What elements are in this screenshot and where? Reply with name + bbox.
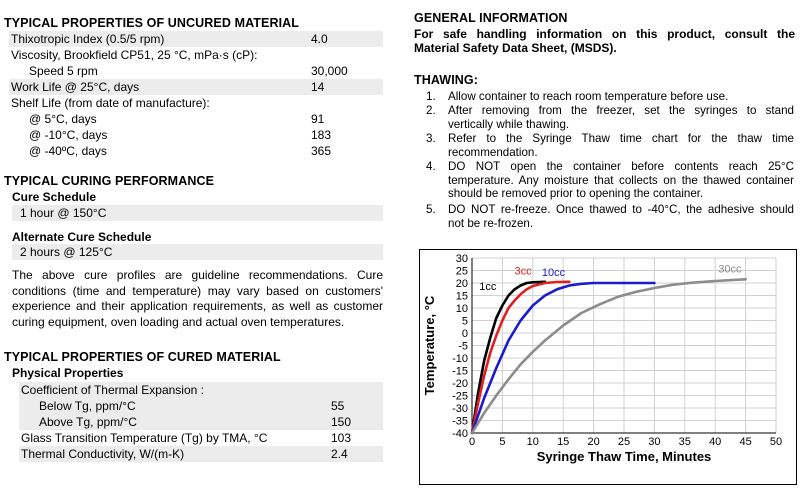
y-tick-label: -20 <box>452 378 468 390</box>
alt-schedule-label: Alternate Cure Schedule <box>12 230 152 244</box>
uncured-row <box>9 95 383 111</box>
cure-profile-paragraph: The above cure profiles are guideline recommendations. Cure conditions (time and temperature) may vary based on customers' experience and their application requirements, as well as customer curing equipment, oven loading and actual oven temperatures. <box>12 268 383 329</box>
series-label-10cc: 10cc <box>541 267 566 279</box>
thawing-item-text: temperature. Any moisture that collects on the thawed container <box>448 173 794 187</box>
y-tick-label: -10 <box>452 353 468 365</box>
y-tick-label: -40 <box>452 428 468 440</box>
thawing-item <box>426 203 796 230</box>
uncured-label: @ 5°C, days <box>29 112 97 126</box>
cured-row <box>19 430 383 446</box>
series-label-1cc: 1cc <box>479 281 497 293</box>
cured-value: 2.4 <box>331 447 348 461</box>
x-tick-label: 25 <box>617 436 631 448</box>
cured-value: 55 <box>331 399 345 413</box>
y-tick-label: 20 <box>455 278 468 290</box>
uncured-row <box>9 143 383 159</box>
uncured-label: @ -40ºC, days <box>29 144 107 158</box>
thawing-item-number: 3. <box>426 132 436 145</box>
y-tick-label: -35 <box>452 415 468 428</box>
cured-row <box>19 382 383 398</box>
cured-row <box>19 414 383 430</box>
thawing-item <box>426 160 796 201</box>
x-tick-label: 15 <box>557 436 570 448</box>
y-tick-label: -30 <box>452 403 468 415</box>
x-tick-label: 40 <box>709 436 722 448</box>
thawing-item-number: 5. <box>426 203 436 216</box>
uncured-row <box>9 31 383 47</box>
y-axis-label: Temperature, °C <box>422 295 437 396</box>
thawing-item <box>426 104 796 131</box>
uncured-value: 365 <box>311 144 332 158</box>
thawing-item-number: 2. <box>426 104 436 117</box>
thawing-item-text: vertically while thawing. <box>448 117 570 131</box>
cured-value: 150 <box>331 415 352 429</box>
cured-label: Thermal Conductivity, W/(m-K) <box>21 447 185 461</box>
thawing-item-number: 4. <box>426 160 436 173</box>
y-tick-label: 0 <box>461 328 468 340</box>
x-tick-label: 5 <box>499 436 506 448</box>
uncured-label: @ -10°C, days <box>29 128 108 142</box>
thawing-item-text: not be re-frozen. <box>448 216 534 230</box>
y-tick-label: 30 <box>455 253 468 265</box>
cured-label: Glass Transition Temperature (Tg) by TMA, °C <box>21 431 268 445</box>
thawing-item-text: Refer to the Syringe Thaw time chart for the thaw time <box>448 132 794 145</box>
thawing-item-text: Allow container to reach room temperature before use. <box>448 90 729 103</box>
uncured-label: Thixotropic Index (0.5/5 rpm) <box>11 32 165 46</box>
uncured-label: Viscosity, Brookfield CP51, 25 °C, mPa·s (cP): <box>11 48 258 62</box>
uncured-value: 91 <box>311 112 325 126</box>
x-tick-label: 50 <box>769 436 783 448</box>
x-tick-label: 10 <box>526 436 539 448</box>
x-tick-label: 20 <box>587 436 600 448</box>
cured-title: TYPICAL PROPERTIES OF CURED MATERIAL <box>4 350 281 364</box>
uncured-value: 30,000 <box>311 64 348 78</box>
uncured-row <box>9 63 383 79</box>
cure-schedule-label: Cure Schedule <box>12 190 97 204</box>
uncured-row <box>9 111 383 127</box>
x-tick-label: 30 <box>648 436 661 448</box>
x-axis-label: Syringe Thaw Time, Minutes <box>536 449 712 464</box>
series-label-30cc: 30cc <box>718 263 742 276</box>
cure-schedule-row <box>12 205 383 221</box>
uncured-value: 183 <box>311 128 332 142</box>
uncured-label: Work Life @ 25°C, days <box>11 80 140 94</box>
y-tick-label: -5 <box>458 340 468 353</box>
y-tick-label: 25 <box>455 265 468 278</box>
thaw-chart-svg <box>420 250 796 484</box>
x-tick-label: 35 <box>678 436 691 448</box>
uncured-value: 14 <box>311 80 325 94</box>
thawing-item-text: should be removed prior to opening the container. <box>448 187 704 200</box>
thawing-item-text: DO NOT re-freeze. Once thawed to -40°C, the adhesive should <box>448 203 794 216</box>
uncured-label: Shelf Life (from date of manufacture): <box>11 96 210 110</box>
thawing-title: THAWING: <box>414 73 478 87</box>
cured-label: Below Tg, ppm/°C <box>39 399 136 413</box>
series-label-3cc: 3cc <box>514 265 532 278</box>
general-text-line2: Material Safety Data Sheet, (MSDS). <box>414 41 617 55</box>
curing-title: TYPICAL CURING PERFORMANCE <box>4 174 215 188</box>
thaw-chart <box>419 249 797 485</box>
cured-value: 103 <box>331 431 352 445</box>
thawing-item-text: recommendation. <box>448 145 538 159</box>
y-tick-label: 15 <box>455 290 468 303</box>
uncured-row <box>9 79 383 95</box>
uncured-row <box>9 47 383 63</box>
physical-properties-label: Physical Properties <box>12 366 124 380</box>
alt-schedule-value: 2 hours @ 125°C <box>20 245 113 259</box>
thawing-item-number: 1. <box>426 90 436 103</box>
thawing-item-text: After removing from the freezer, set the syringes to stand <box>448 104 794 117</box>
cured-label: Coefficient of Thermal Expansion : <box>21 383 204 397</box>
general-title: GENERAL INFORMATION <box>414 11 568 25</box>
x-tick-label: 0 <box>468 436 476 448</box>
uncured-label: Speed 5 rpm <box>29 64 98 78</box>
cure-schedule-value: 1 hour @ 150°C <box>20 206 107 220</box>
uncured-title: TYPICAL PROPERTIES OF UNCURED MATERIAL <box>4 16 300 30</box>
cured-row <box>19 446 383 462</box>
thawing-item-text: DO NOT open the container before contents reach 25°C <box>448 160 794 173</box>
x-tick-label: 45 <box>739 436 752 448</box>
y-tick-label: 10 <box>455 303 468 315</box>
alt-schedule-row <box>12 244 383 260</box>
cured-row <box>19 398 383 414</box>
thawing-item <box>426 90 796 104</box>
uncured-value: 4.0 <box>311 32 328 46</box>
y-tick-label: -15 <box>452 365 468 378</box>
cured-label: Above Tg, ppm/°C <box>39 415 137 429</box>
uncured-row <box>9 127 383 143</box>
thawing-item <box>426 132 796 159</box>
y-tick-label: -25 <box>452 390 468 403</box>
y-tick-label: 5 <box>461 315 468 328</box>
general-text-line1: For safe handling information on this product, consult the <box>414 27 795 41</box>
